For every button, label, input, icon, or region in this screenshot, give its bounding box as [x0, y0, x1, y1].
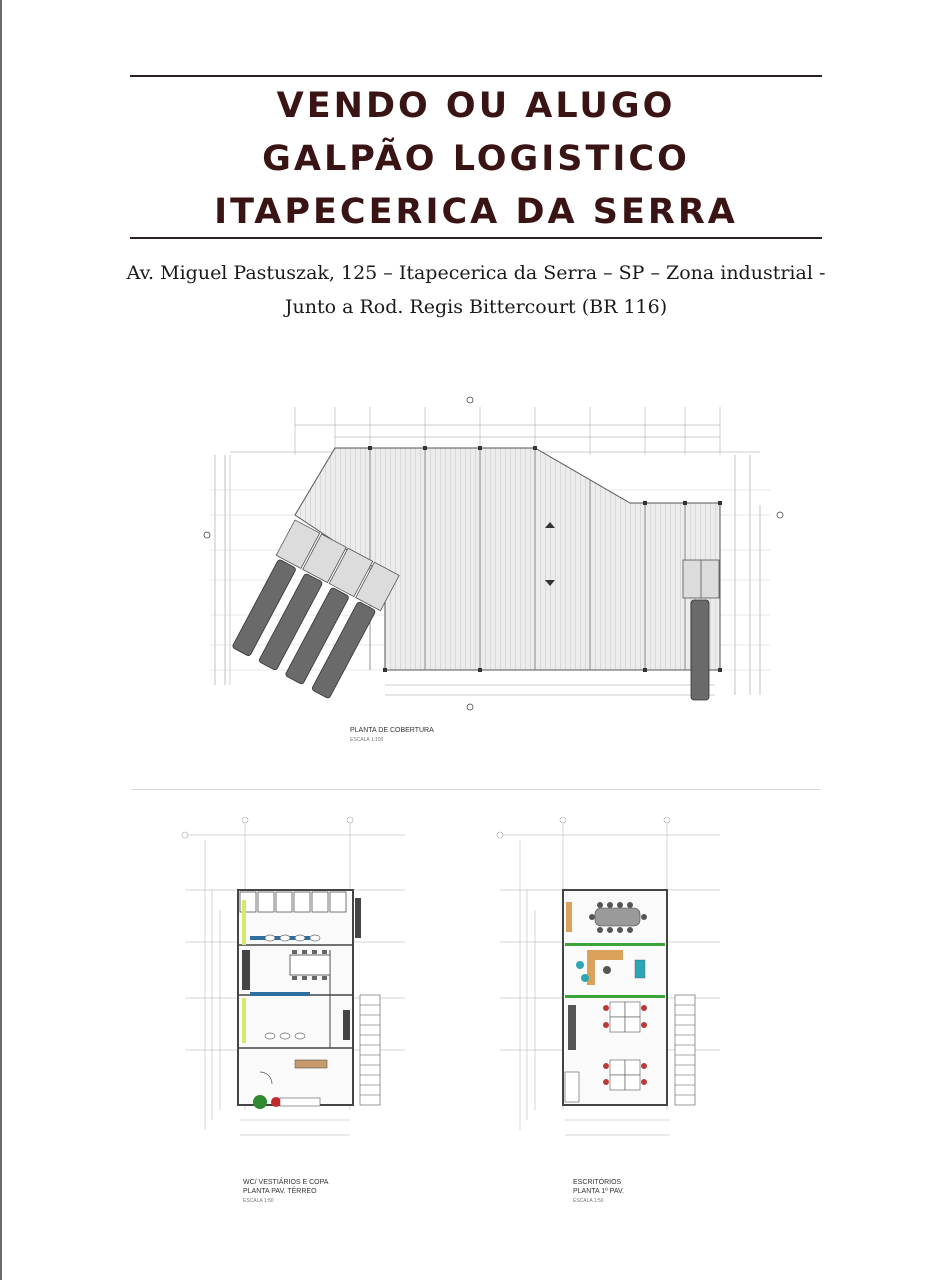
upper-plan-scale: ESCALA 1:50 — [573, 1198, 604, 1204]
upper-plan-caption-line-2: PLANTA 1º PAV. — [573, 1188, 624, 1195]
section-separator — [132, 789, 820, 790]
title-rule-bottom — [130, 237, 822, 239]
ground-plan-caption-line-2: PLANTA PAV. TÉRREO — [243, 1188, 317, 1195]
ground-floor-plan-drawing — [180, 810, 410, 1150]
ground-plan-caption — [243, 1178, 328, 1206]
roof-plan-drawing — [195, 385, 795, 755]
upper-plan-caption — [573, 1178, 624, 1206]
upper-floor-plan-drawing — [495, 810, 725, 1150]
upper-plan-caption-line-1: ESCRITÓRIOS — [573, 1179, 622, 1186]
title-line-3: ITAPECERICA DA SERRA — [214, 192, 738, 232]
title-line-1: VENDO OU ALUGO — [276, 86, 676, 126]
address-line-1: Av. Miguel Pastuszak, 125 – Itapecerica da Serra – SP – Zona industrial - — [126, 262, 826, 284]
page-edge — [0, 0, 2, 1280]
roof-plan-caption — [350, 726, 434, 745]
ground-plan-scale: ESCALA 1:50 — [243, 1198, 274, 1204]
ground-plan-caption-line-1: WC/ VESTIÁRIOS E COPA — [243, 1179, 329, 1186]
roof-plan-caption-text: PLANTA DE COBERTURA — [350, 727, 434, 734]
title-line-2: GALPÃO LOGISTICO — [262, 139, 690, 179]
title-rule-top — [130, 75, 822, 77]
roof-plan-scale: ESCALA 1:100 — [350, 737, 384, 743]
address-line-2: Junto a Rod. Regis Bittercourt (BR 116) — [284, 296, 668, 318]
